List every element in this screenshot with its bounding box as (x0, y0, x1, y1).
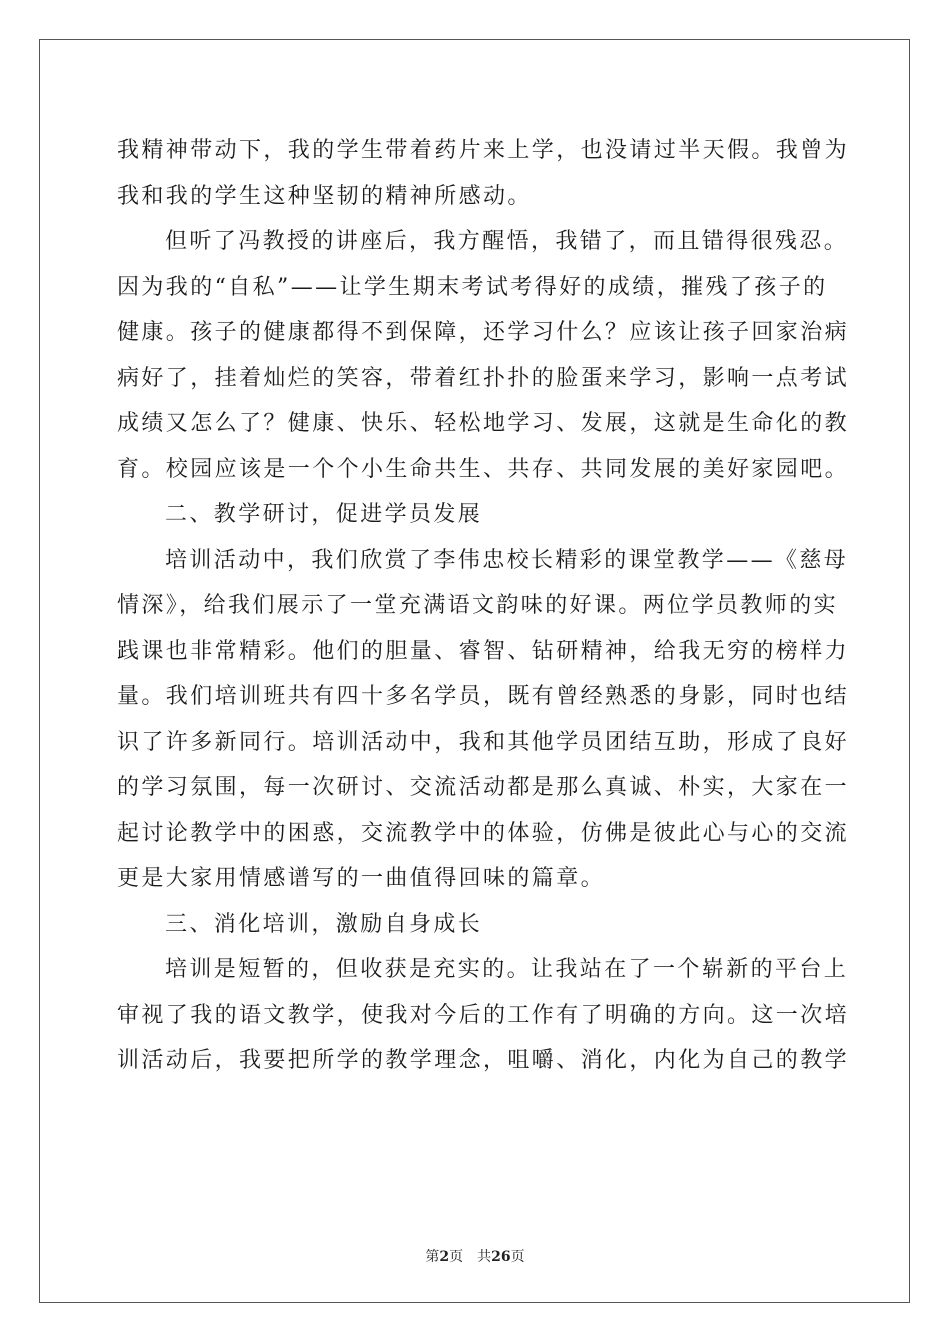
text-line: 量。我们培训班共有四十多名学员，既有曾经熟悉的身影，同时也结 (117, 684, 850, 709)
text-line: 成绩又怎么了？健康、快乐、轻松地学习、发展，这就是生命化的教 (117, 411, 850, 436)
text-line: 二、教学研讨，促进学员发展 (165, 502, 483, 527)
text-line: 践课也非常精彩。他们的胆量、睿智、钻研精神，给我无穷的榜样力 (117, 638, 850, 664)
text-line: 我和我的学生这种坚韧的精神所感动。 (117, 183, 532, 209)
text-line: 培训是短暂的，但收获是充实的。让我站在了一个崭新的平台上 (165, 957, 849, 982)
text-line: 更是大家用情感谱写的一曲值得回味的篇章。 (117, 866, 606, 891)
text-line: 我精神带动下，我的学生带着药片来上学，也没请过半天假。我曾为 (117, 138, 850, 163)
text-line: 识了许多新同行。培训活动中，我和其他学员团结互助，形成了良好 (117, 729, 850, 755)
text-line: 情深》，给我们展示了一堂充满语文韵味的好课。两位学员教师的实 (117, 593, 839, 618)
text-line: 育。校园应该是一个个小生命共生、共存、共同发展的美好家园吧。 (117, 456, 850, 482)
footer-prefix: 第 (425, 1249, 440, 1265)
page-footer (0, 1246, 950, 1266)
text-line: 三、消化培训，激励自身成长 (165, 911, 483, 937)
document-body (117, 128, 850, 1084)
text-line: 培训活动中，我们欣赏了李伟忠校长精彩的课堂教学——《慈母 (165, 547, 849, 573)
footer-suffix: 页 (510, 1249, 525, 1265)
text-line: 起讨论教学中的困惑，交流教学中的体验，仿佛是彼此心与心的交流 (117, 820, 850, 846)
text-line: 因为我的“自私”——让学生期末考试考得好的成绩，摧残了孩子的 (117, 274, 828, 300)
text-line: 审视了我的语文教学，使我对今后的工作有了明确的方向。这一次培 (117, 1002, 850, 1028)
total-page-count: 26 (491, 1249, 511, 1265)
current-page-number: 2 (439, 1249, 450, 1265)
text-line: 病好了，挂着灿烂的笑容，带着红扑扑的脸蛋来学习，影响一点考试 (117, 365, 850, 391)
footer-mid: 页 共 (449, 1249, 492, 1265)
text-line: 健康。孩子的健康都得不到保障，还学习什么？应该让孩子回家治病 (117, 320, 850, 345)
text-line: 的学习氛围，每一次研讨、交流活动都是那么真诚、朴实，大家在一 (117, 775, 850, 800)
text-line: 训活动后，我要把所学的教学理念，咀嚼、消化，内化为自己的教学 (117, 1048, 850, 1073)
text-line: 但听了冯教授的讲座后，我方醒悟，我错了，而且错得很残忍。 (165, 229, 849, 254)
